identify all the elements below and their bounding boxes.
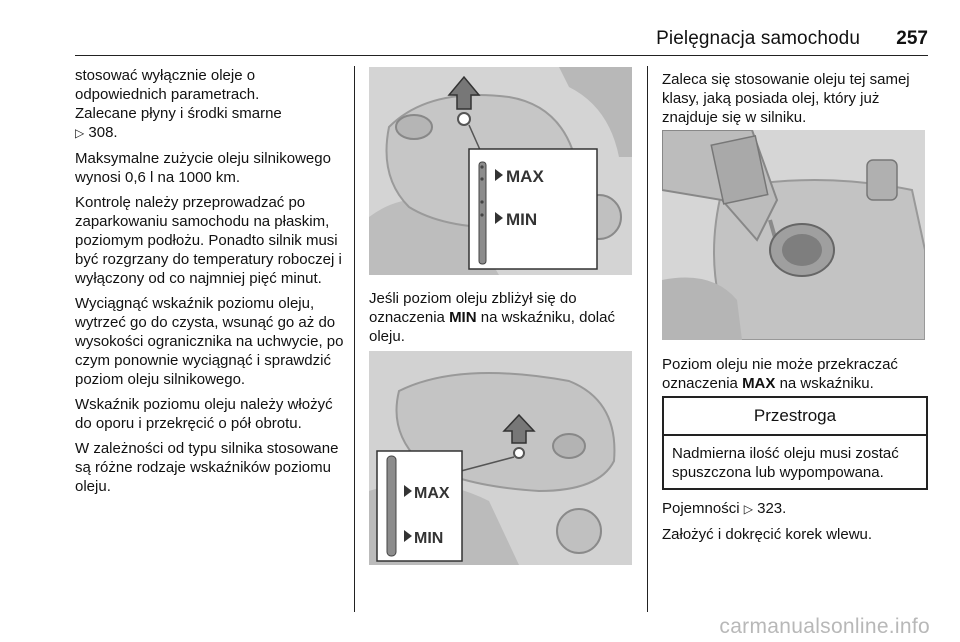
paragraph: Zaleca się stosowanie oleju tej samej klasy, jaką posiada olej, który już znajduje się w silniku. [662,71,910,126]
column-divider-left [354,66,355,612]
page-reference-icon: ▷ [743,502,753,516]
paragraph: W zależności od typu silnika stosowane są różne rodzaje wskaźników poziomu oleju. [75,440,339,495]
warning-box [662,396,928,490]
column-divider-right [647,66,648,612]
paragraph-text: Jeśli poziom oleju zbliżył się do oznaczenia [369,290,577,326]
paragraph-text: na wskaźniku. [779,375,874,392]
paragraph-text: na wskaźniku, dolać oleju. [369,309,615,345]
column-3-middle [662,355,928,399]
paragraph-text: Pojemności [662,500,740,517]
column-2-text [369,289,635,352]
paragraph [369,289,635,346]
max-label: MAX [414,485,450,502]
engine-dipstick-photo-2 [369,351,632,565]
min-label: MIN [506,210,538,229]
oil-filling-photo [662,130,925,340]
paragraph-text: stosować wyłącznie oleje o odpowiednich parametrach. [75,67,260,103]
max-emphasis: MAX [742,375,776,392]
paragraph [662,499,928,519]
watermark: carmanualsonline.info [719,615,930,638]
paragraph [75,66,345,143]
reference-text: Zalecane płyny i środki smarne [75,105,282,122]
paragraph: Wyciągnąć wskaźnik poziomu oleju, wytrzeć go do czysta, wsunąć go aż do wysokości ogranicznika na uchwycie, po czym ponownie wyciągnąć i sprawdzić poziom oleju silnikowego. [75,295,344,388]
column-3-bottom [662,499,928,550]
paragraph [662,355,928,393]
column-3-top [662,70,928,133]
page-reference-link[interactable]: 323. [757,500,787,517]
min-emphasis: MIN [449,309,477,326]
min-label: MIN [414,530,444,547]
column-1 [75,66,345,502]
page-header-title: Pielęgnacja samochodu [656,28,860,49]
page-reference-link[interactable]: 308. [88,124,118,141]
paragraph: Kontrolę należy przeprowadzać po zaparkowaniu samochodu na płaskim, poziomym podłożu. Ponadto silnik musi być rozgrzany do temperatury roboczej i wyłączony od co najmniej pięć minut. [75,194,342,287]
paragraph-text: Poziom oleju nie może przekraczać oznaczenia [662,356,898,392]
paragraph: Maksymalne zużycie oleju silnikowego wynosi 0,6 l na 1000 km. [75,150,331,186]
header-divider [75,55,928,56]
paragraph: Założyć i dokręcić korek wlewu. [662,526,873,543]
max-label: MAX [506,167,544,186]
engine-dipstick-photo-1 [369,67,632,275]
page-reference-icon: ▷ [75,126,85,140]
warning-text: Nadmierna ilość oleju musi zostać spuszczona lub wypompowana. [672,445,899,481]
warning-title: Przestroga [664,398,926,436]
paragraph: Wskaźnik poziomu oleju należy włożyć do oporu i przekręcić o pół obrotu. [75,396,333,432]
page-number: 257 [896,28,928,49]
